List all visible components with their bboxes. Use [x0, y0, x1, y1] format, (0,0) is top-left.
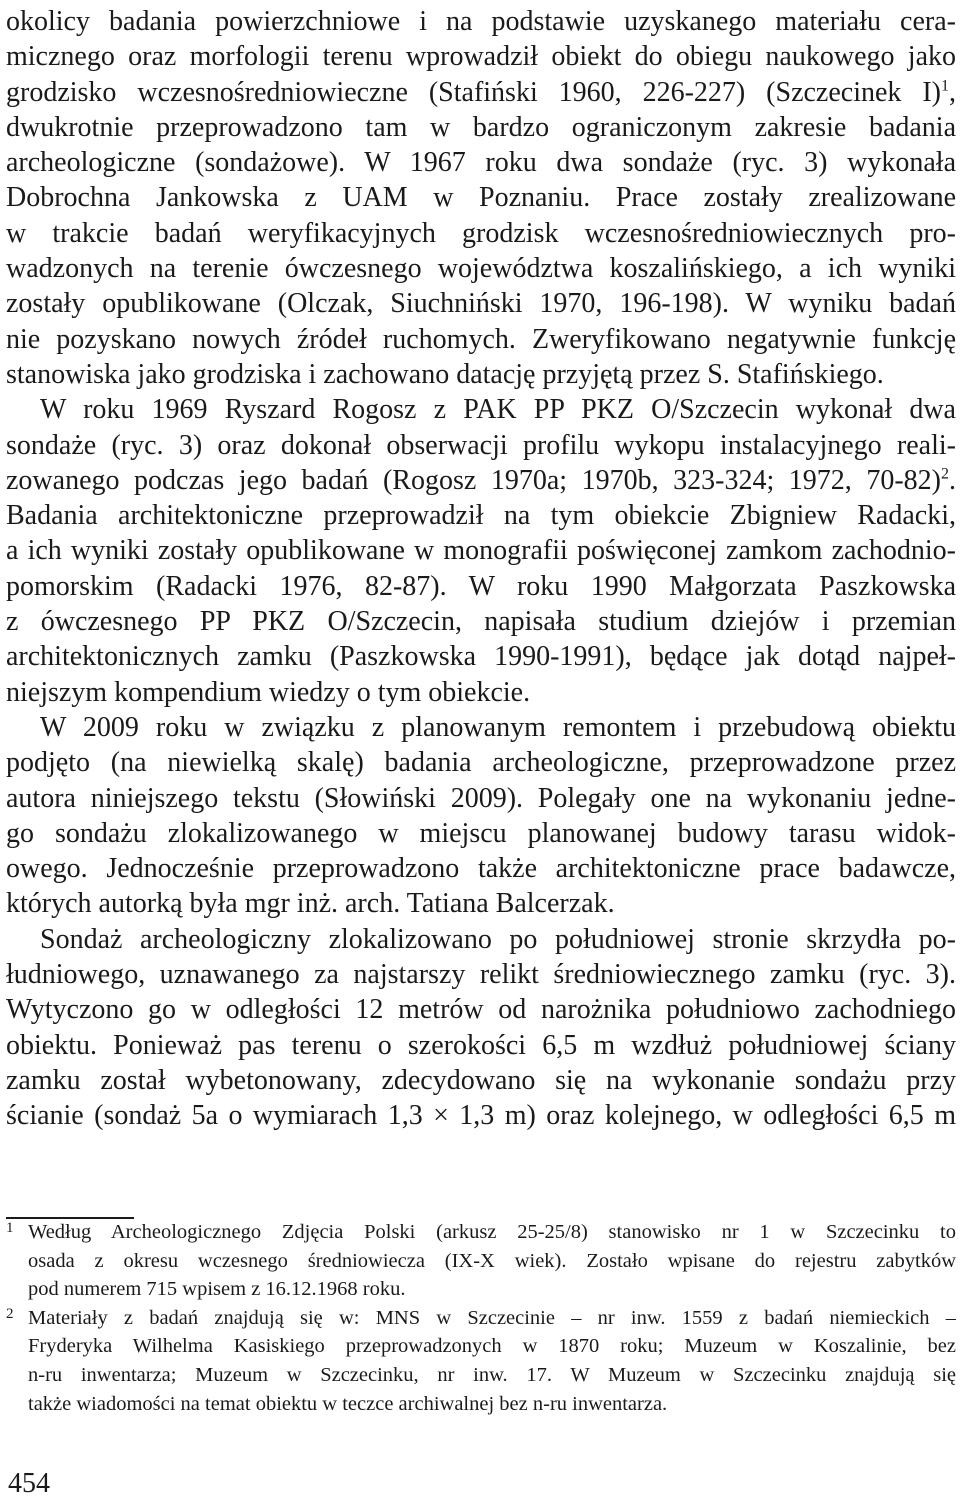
footnote-text: Materiały z badań znajdują się w: MNS w Szczecinie – nr inw. 1559 z badań niemieckich –: [28, 1306, 956, 1329]
text-line: Sondaż archeologiczny zlokalizowano po południowej stronie skrzydła po-: [40, 923, 956, 955]
text-line: zostały opublikowane (Olczak, Siuchniński 1970, 196-198). W wyniku badań: [6, 288, 956, 320]
footnote-ref-1: 1: [941, 77, 949, 95]
text-line: zamku został wybetonowany, zdecydowano się na wykonanie sondażu przy: [6, 1064, 956, 1096]
footnote-number: 1: [6, 1220, 14, 1236]
text-line: micznego oraz morfologii terenu wprowadził obiekt do obiegu naukowego jako: [6, 41, 956, 73]
footnote-line: n-ru inwentarza; Muzeum w Szczecinku, nr inw. 17. W Muzeum w Szczecinku znajdują się: [28, 1363, 956, 1386]
text-line: W 2009 roku w związku z planowanym remontem i przebudową obiektu: [40, 711, 956, 743]
footnote-line: Fryderyka Wilhelma Kasiskiego przeprowadzonych w 1870 roku; Muzeum w Koszalinie, bez: [28, 1335, 956, 1358]
footnote-line: także wiadomości na temat obiektu w teczce archiwalnej bez n-ru inwentarza.: [28, 1392, 668, 1415]
text-line: owego. Jednocześnie przeprowadzono także architektoniczne prace badawcze,: [6, 853, 956, 885]
text-line: W roku 1969 Ryszard Rogosz z PAK PP PKZ O/Szczecin wykonał dwa: [40, 394, 956, 426]
text-line: których autorką była mgr inż. arch. Tatiana Balcerzak.: [6, 888, 615, 920]
text-line: łudniowego, uznawanego za najstarszy relikt średniowiecznego zamku (ryc. 3).: [6, 959, 956, 991]
footnote-ref-2: 2: [941, 465, 949, 483]
text-line: Badania architektoniczne przeprowadził na tym obiekcie Zbigniew Radacki,: [6, 500, 956, 532]
text-line: niejszym kompendium wiedzy o tym obiekcie.: [6, 676, 531, 708]
text-line: sondaże (ryc. 3) oraz dokonał obserwacji profilu wykopu instalacyjnego reali-: [6, 429, 956, 461]
text-line: architektonicznych zamku (Paszkowska 1990-1991), będące jak dotąd najpeł-: [6, 641, 956, 673]
footnotes: [6, 1218, 956, 1418]
document-page: [6, 0, 956, 1501]
footnote-text: Według Archeologicznego Zdjęcia Polski (arkusz 25-25/8) stanowisko nr 1 w Szczecinku to: [28, 1221, 956, 1243]
text-line: autora niniejszego tekstu (Słowiński 2009). Polegały one na wykonaniu jedne-: [6, 782, 956, 814]
text-line: Wytyczono go w odległości 12 metrów od narożnika południowo zachodniego: [6, 994, 956, 1026]
footnote-number: 2: [6, 1305, 14, 1322]
text-line: wadzonych na terenie ówczesnego województwa koszalińskiego, a ich wyniki: [6, 253, 956, 285]
footnote-line: [6, 1218, 956, 1247]
text-line: a ich wyniki zostały opublikowane w monografii poświęconej zamkom zachodnio-: [6, 535, 956, 567]
text-line: obiektu. Ponieważ pas terenu o szerokości 6,5 m wzdłuż południowej ściany: [6, 1029, 956, 1061]
text-line: ścianie (sondaż 5a o wymiarach 1,3 × 1,3 m) oraz kolejnego, w odległości 6,5 m: [6, 1100, 956, 1132]
body-text: [6, 4, 956, 1134]
footnote-line: osada z okresu wczesnego średniowiecza (IX-X wiek). Zostało wpisane do rejestru zabytków: [28, 1249, 956, 1272]
text-line: [6, 75, 956, 110]
text-line: pomorskim (Radacki 1976, 82-87). W roku 1990 Małgorzata Paszkowska: [6, 570, 956, 602]
text-line: nie pozyskano nowych źródeł ruchomych. Zweryfikowano negatywnie funkcję: [6, 323, 956, 355]
text-line: okolicy badania powierzchniowe i na podstawie uzyskanego materiału cera-: [6, 6, 956, 37]
text-line: archeologiczne (sondażowe). W 1967 roku dwa sondaże (ryc. 3) wykonała: [6, 147, 956, 179]
footnote-line: pod numerem 715 wpisem z 16.12.1968 roku.: [28, 1278, 406, 1301]
text-run: ,: [949, 76, 956, 108]
text-line: w trakcie badań weryfikacyjnych grodzisk wczesnośredniowiecznych pro-: [6, 217, 956, 249]
text-line: dwukrotnie przeprowadzono tam w bardzo ograniczonym zakresie badania: [6, 111, 956, 143]
text-line: [6, 463, 956, 498]
footnote-line: [6, 1304, 956, 1333]
text-line: go sondażu zlokalizowanego w miejscu planowanej budowy tarasu widok-: [6, 817, 956, 849]
text-run: grodzisko wczesnośredniowieczne (Stafiński 1960, 226-227) (Szczecinek I): [6, 76, 941, 108]
text-line: Dobrochna Jankowska z UAM w Poznaniu. Prace zostały zrealizowane: [6, 182, 956, 214]
text-line: stanowiska jako grodziska i zachowano datację przyjętą przez S. Stafińskiego.: [6, 358, 884, 390]
text-run: zowanego podczas jego badań (Rogosz 1970a; 1970b, 323-324; 1972, 70-82): [6, 464, 941, 496]
text-line: podjęto (na niewielką skalę) badania archeologiczne, przeprowadzone przez: [6, 747, 956, 779]
text-line: z ówczesnego PP PKZ O/Szczecin, napisała studium dziejów i przemian: [6, 606, 956, 638]
page-number: 454: [8, 1468, 50, 1499]
text-run: .: [949, 464, 956, 496]
